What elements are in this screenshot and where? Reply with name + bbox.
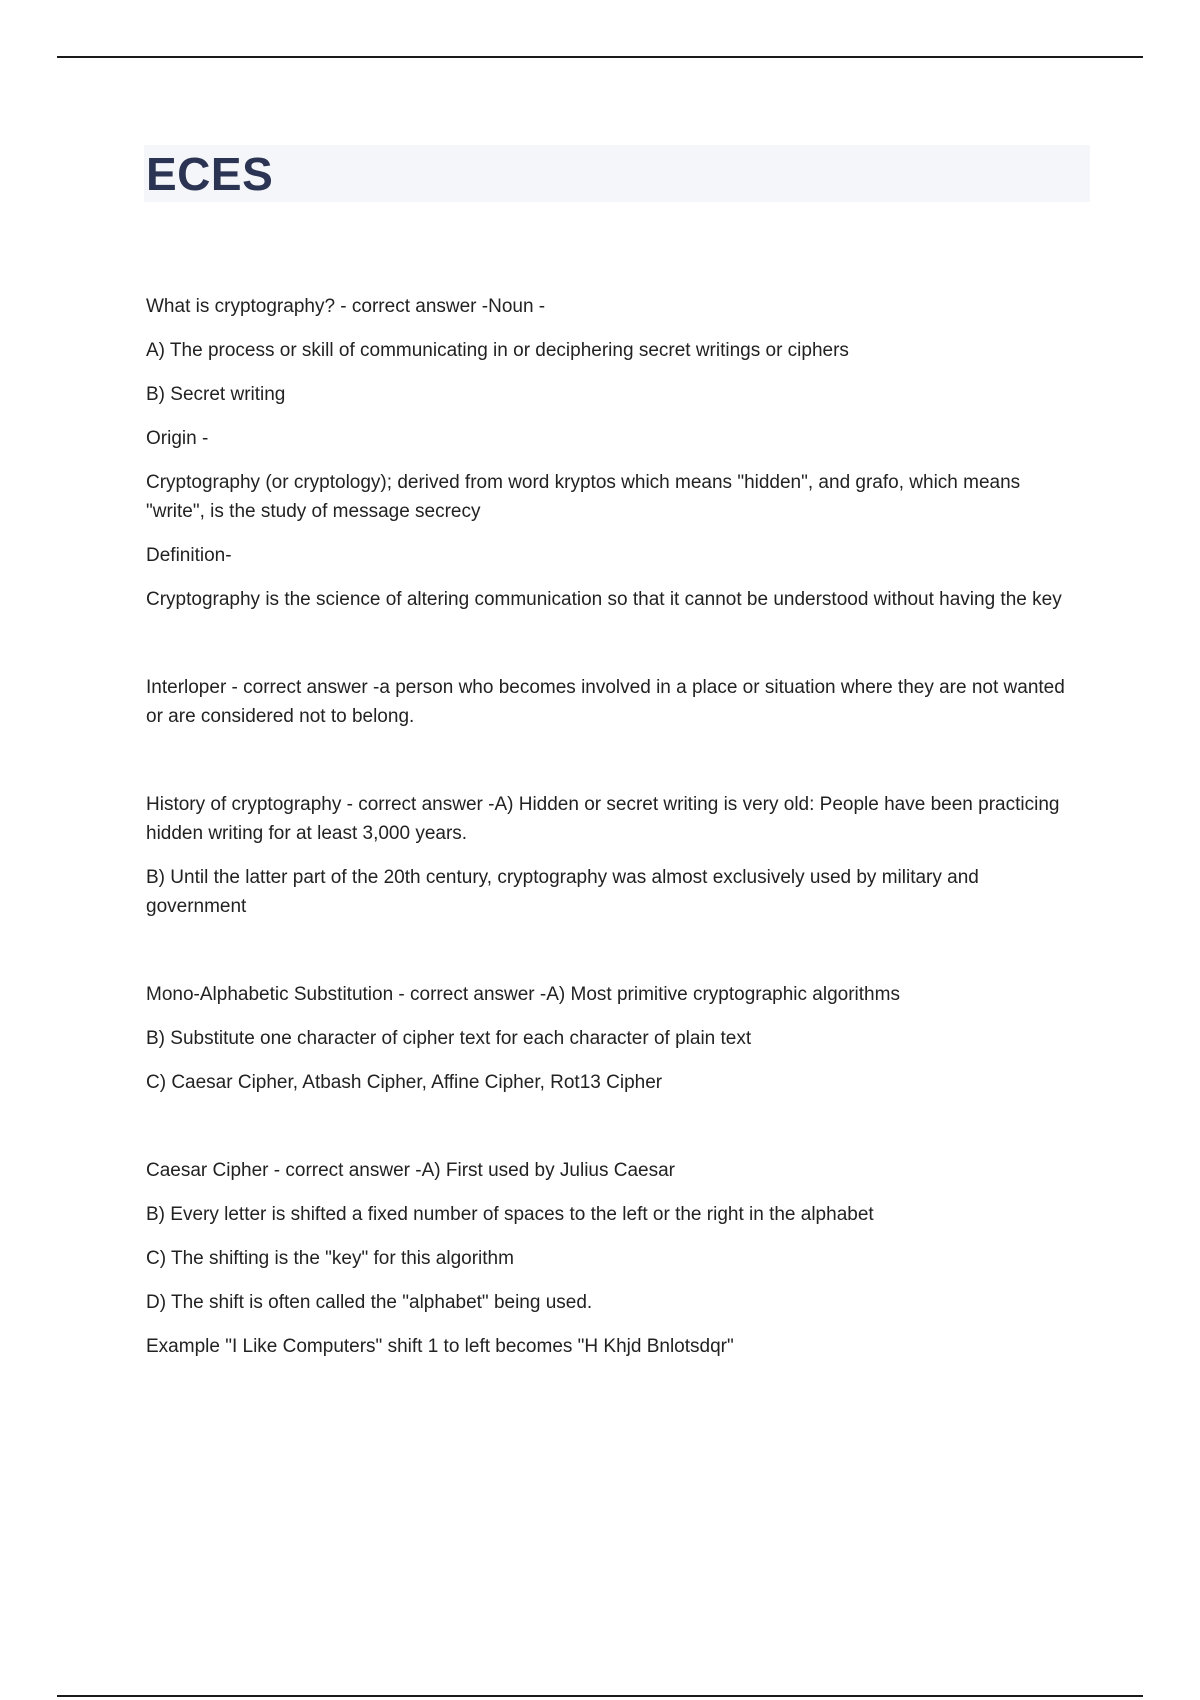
- paragraph: D) The shift is often called the "alphabet" being used.: [146, 1292, 593, 1313]
- page-title: ECES: [146, 148, 274, 200]
- section-interloper: [146, 673, 1076, 731]
- top-rule: [57, 56, 1143, 58]
- paragraph: Example "I Like Computers" shift 1 to left becomes "H Khjd Bnlotsdqr": [146, 1336, 734, 1357]
- paragraph: Mono-Alphabetic Substitution - correct answer -A) Most primitive cryptographic algorithms: [146, 984, 900, 1005]
- section-history-of-cryptography: [146, 790, 1076, 921]
- paragraph: C) Caesar Cipher, Atbash Cipher, Affine Cipher, Rot13 Cipher: [146, 1072, 663, 1093]
- paragraph: History of cryptography - correct answer -A) Hidden or secret writing is very old: People have been practicing hidden writing for at least 3,000 years.: [146, 794, 1060, 844]
- paragraph: Cryptography (or cryptology); derived from word kryptos which means "hidden", and grafo, which means "write", is the study of message secrecy: [146, 472, 1021, 522]
- paragraph: Interloper - correct answer -a person who becomes involved in a place or situation where they are not wanted or are considered not to belong.: [146, 677, 1065, 727]
- bottom-rule: [57, 1695, 1143, 1697]
- paragraph: B) Secret writing: [146, 384, 286, 405]
- title-band: [144, 145, 1090, 202]
- paragraph: B) Until the latter part of the 20th century, cryptography was almost exclusively used by military and government: [146, 867, 979, 917]
- document-body: [146, 292, 1076, 1361]
- section-mono-alphabetic-substitution: [146, 980, 1076, 1097]
- paragraph: Origin -: [146, 428, 209, 449]
- section-caesar-cipher: [146, 1156, 1076, 1361]
- paragraph: A) The process or skill of communicating in or deciphering secret writings or ciphers: [146, 340, 849, 361]
- paragraph: Cryptography is the science of altering communication so that it cannot be understood without having the key: [146, 589, 1062, 610]
- paragraph: Definition-: [146, 545, 232, 566]
- paragraph: C) The shifting is the "key" for this algorithm: [146, 1248, 514, 1269]
- paragraph: Caesar Cipher - correct answer -A) First used by Julius Caesar: [146, 1160, 676, 1181]
- paragraph: B) Substitute one character of cipher text for each character of plain text: [146, 1028, 752, 1049]
- section-what-is-cryptography: [146, 292, 1076, 614]
- paragraph: B) Every letter is shifted a fixed number of spaces to the left or the right in the alphabet: [146, 1204, 874, 1225]
- paragraph: What is cryptography? - correct answer -Noun -: [146, 296, 546, 317]
